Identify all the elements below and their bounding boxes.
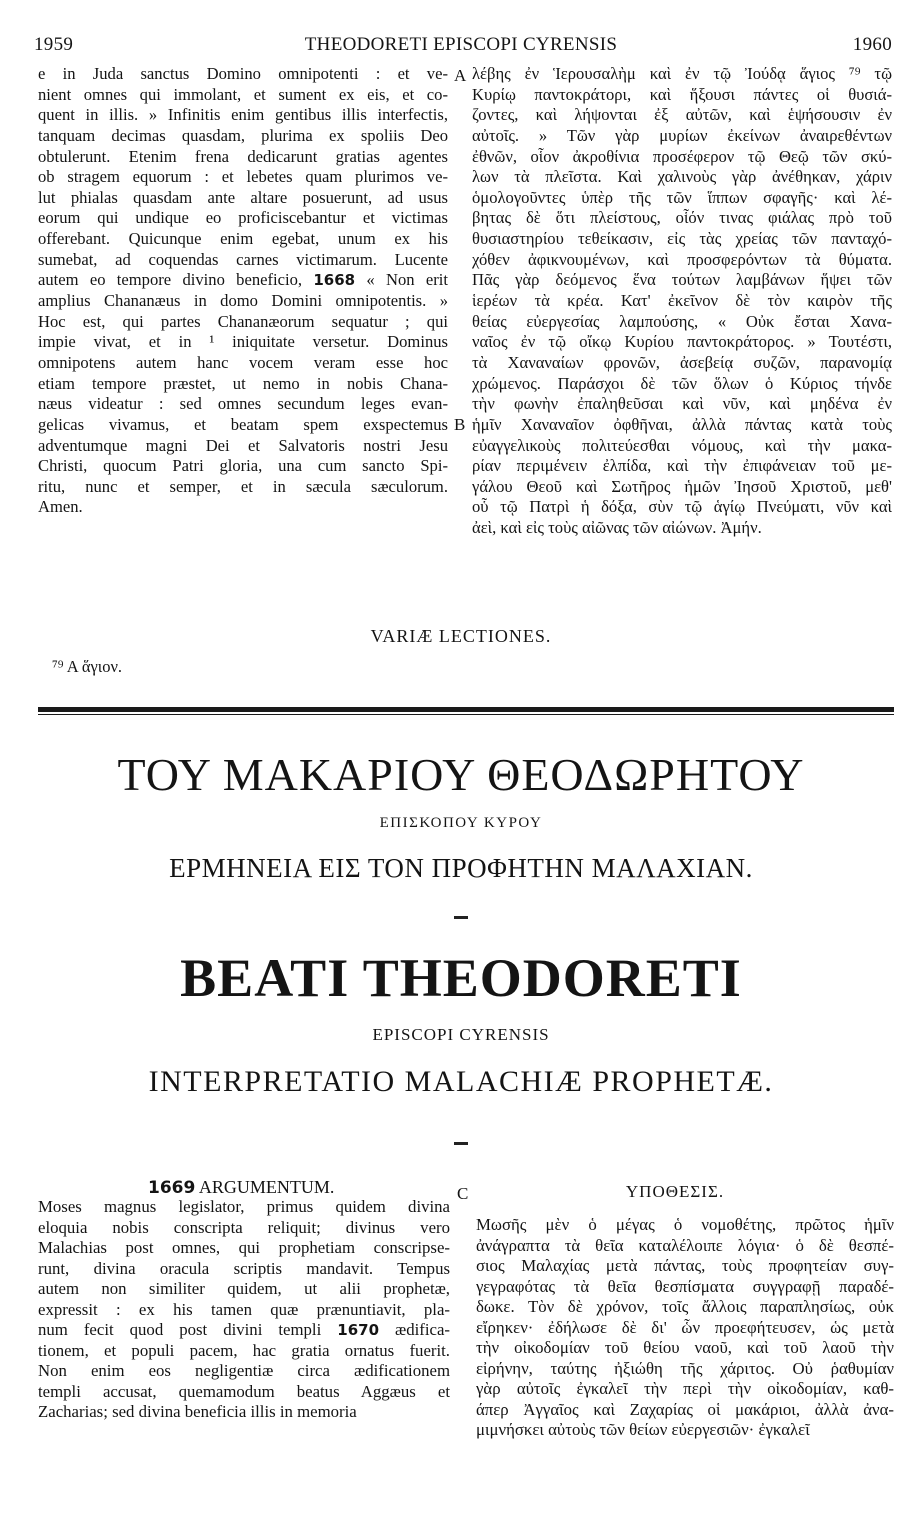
greek-text-line: θυσιαστηρίου τεθείκασιν, εἰς τὰς χρείας τῶν πανταχό- [472, 229, 892, 249]
greek-main-title: ΤΟΥ ΜΑΚΑΡΙΟΥ ΘΕΟΔΩΡΗΤΟΥ [117, 749, 805, 800]
latin-text-line: ritu, nunc et semper, et in sæcula sæculorum. [38, 476, 448, 496]
greek-text-line: ἡμῖν Χαναναῖον ὀφθῆναι, ἀλλὰ πάντας κατὰ τοὺς [472, 414, 892, 434]
greek-text-line: χόθεν ἀφικνουμένων, καὶ προσφερόντων τὰ θύματα. [472, 249, 892, 269]
greek-text-line: ρίαν περιμένειν ἐλπίδα, καὶ τὴν ἐπιφάνειαν τοῦ με- [472, 456, 892, 476]
greek-text-line: χρώμενος. Παράσχοι δὲ τῶν ὅλων ὁ Κύριος τήνδε [472, 373, 892, 393]
column-number: 1668 [313, 271, 356, 290]
greek-text-line: ἀεὶ, καὶ εἰς τοὺς αἰῶνας τῶν αἰώνων. Ἀμήν. [472, 518, 762, 538]
column-number: 1669 [148, 1178, 196, 1198]
margin-marker-c: C [457, 1184, 469, 1203]
latin-main-title: BEATI THEODORETI [180, 948, 742, 1008]
latin-text-line: offerebant. Quicunque enim egebat, unum ex his [38, 229, 448, 249]
greek-text-line: βητας δὲ ὅτι πλείστους, οἷόν τινας φιάλας πρὸ τοῦ [472, 208, 892, 228]
latin-text-line: impie vivat, et in ¹ iniquitate versetur. Dominus [38, 332, 448, 352]
greek-text-line: λων τὰ πλεῖστα. Καὶ χαλινοὺς γὰρ ἀνέθηκαν, χάριν [472, 167, 892, 187]
section-rule-thick [38, 707, 894, 712]
page-number-right: 1960 [852, 34, 892, 55]
latin-text-line: Amen. [38, 497, 83, 517]
greek-text-line: εἴρηκεν· ἐδήλωσε δὲ δι' ὧν προεφήτευσεν, ὡς μετὰ [476, 1317, 894, 1337]
top-greek-column [472, 64, 892, 539]
greek-text-line: ναῖος ἐν τῷ οἴκῳ Κυρίου παντοκράτορος. » Τουτέστι, [472, 332, 892, 352]
greek-text-line: ἀνάγραπτα τὰ θεῖα καταλέλοιπε λόγια· ὁ δὲ θεσπέ- [476, 1235, 894, 1255]
latin-text-line: Hoc est, qui partes Chananæorum sequatur ; qui [38, 311, 448, 331]
latin-subtitle-bishop: EPISCOPI CYRENSIS [372, 1025, 550, 1044]
greek-subtitle-bishop: ΕΠΙΣΚΟΠΟΥ ΚΥΡΟΥ [379, 815, 543, 831]
greek-text-line: μιμνήσκει αὐτοὺς τῶν θείων εὐεργεσιῶν· ἐγκαλεῖ [476, 1420, 810, 1440]
latin-text-line: gelicas vivamus, et beatam spem exspectemus [38, 414, 448, 434]
greek-text-line: γεγραφότας τὰ θεῖα θεσπίσματα συγγραφῇ παραδέ- [476, 1276, 894, 1296]
greek-text-line: τὴν οἰκοδομίαν τοῦ θείου ναοῦ, καὶ τοῦ λαοῦ τὴν [476, 1338, 894, 1358]
latin-text-line: eorum qui undique eo proficiscebantur et victimas [38, 208, 448, 228]
greek-argument-heading: ΥΠΟΘΕΣΙΣ. [625, 1182, 725, 1201]
greek-text-line: οὗ τῷ Πατρὶ ἡ δόξα, σὺν τῷ ἁγίῳ Πνεύματι, νῦν καὶ [472, 497, 892, 517]
greek-text-line: ἱερέων τὰ κρέα. Κατ' ἐκεῖνον δὲ τὸν καιρὸν τῆς [472, 291, 892, 311]
latin-text-line: eloquia nobis conscripta reliquit; divinus vero [38, 1217, 450, 1237]
greek-text-line: Μωσῆς μὲν ὁ μέγας ὁ νομοθέτης, πρῶτος ἡμῖν [476, 1215, 894, 1234]
latin-text-line: e in Juda sanctus Domino omnipotenti : et ve- [38, 64, 448, 83]
latin-text-line: adventumque magni Dei et Salvatoris nostri Jesu [38, 435, 448, 455]
latin-text-line: sumebat, ad coquendas carnes victimarum. Lucente [38, 249, 448, 269]
greek-subtitle-interpretation: ΕΡΜΗΝΕΙΑ ΕΙΣ ΤΟΝ ΠΡΟΦΗΤΗΝ ΜΑΛΑΧΙΑΝ. [169, 853, 753, 883]
latin-text-line: expressit : ex his tamen quæ prænuntiavit, pla- [38, 1299, 450, 1319]
title-divider-dash [454, 1142, 468, 1145]
latin-text-line: nient omnes qui immolant, et sument ex eis, et co- [38, 84, 448, 104]
latin-text-line: Christi, quocum Patri gloria, una cum sancto Spi- [38, 456, 448, 476]
latin-text-line: tionem, et populi pacem, hac gratia ornatus fuerit. [38, 1340, 450, 1360]
greek-text-line: ἐθνῶν, οἷον ἀκροθίνια προσέφερον τῷ Θεῷ τῶν σκύ- [472, 146, 892, 166]
variant-note: ⁷⁹ A ἅγιον. [52, 657, 123, 676]
argument-label: ARGUMENTUM. [198, 1177, 335, 1197]
latin-text-line: Moses magnus legislator, primus quidem divina [38, 1197, 450, 1216]
latin-subtitle-interpretation: INTERPRETATIO MALACHIÆ PROPHETÆ. [148, 1065, 774, 1098]
margin-marker-b: B [454, 415, 466, 434]
greek-text-line: τὰ Χαναναίων φρονῶν, ἀσεβείᾳ συζῶν, παρανομίᾳ [472, 352, 892, 372]
greek-text-line: Κυρίῳ παντοκράτορι, καὶ ἥξουσι πάντες οἱ θυσιά- [472, 84, 892, 104]
latin-text-line: templi accusat, quemamodum beatus Aggæus et [38, 1381, 450, 1401]
title-divider-dash [454, 916, 468, 919]
greek-text-line: άπερ Ἀγγαῖος καὶ Ζαχαρίας οἱ μακάριοι, ἀλλὰ ἀνα- [476, 1399, 894, 1419]
greek-text-line: ὁμολογοῦντες ὑπὲρ τῆς τῶν ἵππων σφαγῆς· καὶ λέ- [472, 187, 892, 207]
greek-text-line: θείας εὐεργεσίας λαμπούσης, « Οὐκ ἔσται Χανα- [472, 311, 892, 331]
latin-text-line: obtulerunt. Etenim frena dedicarunt gratias agentes [38, 146, 448, 166]
column-number: 1670 [337, 1321, 380, 1340]
bottom-latin-column [38, 1197, 450, 1423]
latin-text-line: quent in illis. » Infinitis enim gentibus illis interfectis, [38, 105, 448, 125]
latin-text-line: ob stragem equorum : et lebetes quam plurimos ve- [38, 167, 448, 187]
running-title: THEODORETI EPISCOPI CYRENSIS [304, 34, 618, 55]
greek-text-line: λέβης ἐν Ἱερουσαλὴμ καὶ ἐν τῷ Ἰούδᾳ ἅγιος ⁷⁹ τῷ [472, 64, 892, 83]
greek-text-line: γὰρ αὐτοῖς ἐγκαλεῖ τὴν περὶ τὴν οἰκοδομίαν, καθ- [476, 1379, 894, 1399]
latin-text-line: næus videatur : sed omnes secundum leges evan- [38, 394, 448, 414]
page-number-left: 1959 [34, 34, 74, 55]
greek-text-line: Πᾶς γὰρ δεόμενος ἕνα τούτων λαμβάνων ἥψει τῶν [472, 270, 892, 290]
latin-text-line: Non enim eos negligentiæ circa ædificationem [38, 1361, 450, 1381]
greek-text-line: σιος Μαλαχίας μετὰ πάντας, τοὺς προφητείαν συγ- [476, 1256, 894, 1276]
latin-text-line: Zacharias; sed divina beneficia illis in memoria [38, 1402, 357, 1422]
margin-marker-a: A [454, 66, 467, 85]
latin-text-line: runt, divina oracula scriptis mandavit. Tempus [38, 1258, 450, 1278]
greek-text-line: γάλου Θεοῦ καὶ Σωτῆρος ἡμῶν Ἰησοῦ Χριστοῦ, μεθ' [472, 476, 892, 496]
bottom-greek-column [476, 1215, 894, 1441]
greek-text-line: δωκε. Τὸν δὲ χρόνον, τοῖς ἄλλοις παραπλησίως, οὐκ [476, 1297, 894, 1317]
latin-text-line: omnipotens autem hanc vocem veram esse hoc [38, 352, 448, 372]
latin-text-line: num fecit quod post divini templi 1670 ædifica- [38, 1320, 450, 1340]
variae-lectiones-title: VARIÆ LECTIONES. [370, 626, 552, 646]
latin-text-line: lut phialas quasdam ante altare posuerunt, ad usus [38, 187, 448, 207]
latin-text-line: amplius Chananæus in domo Domini omnipotentis. » [38, 291, 448, 311]
latin-text-line: Malachias post omnes, qui prophetiam conscripse- [38, 1238, 450, 1258]
latin-text-line: tanquam decimas quasdam, plurima ex spoliis Deo [38, 125, 448, 145]
latin-text-line: autem non similiter quidem, ut alii prophetæ, [38, 1279, 450, 1299]
greek-text-line: εἰρήνην, ταύτης ἠξιώθη τῆς χάριτος. Οὐ ῥαθυμίαν [476, 1358, 894, 1378]
section-rule-thin [38, 714, 894, 715]
top-latin-column [38, 64, 448, 518]
greek-text-line: εὐαγγελικοὺς πολιτεύεσθαι νόμους, καὶ τὴν μακα- [472, 435, 892, 455]
latin-text-line: autem eo tempore divino beneficio, 1668 « Non erit [38, 270, 448, 290]
greek-text-line: τὴν φωνὴν ἐπαληθεῦσαι καὶ νῦν, καὶ μηδένα ἐν [472, 394, 892, 414]
greek-text-line: αὐτοῖς. » Τῶν γὰρ μυρίων ἐκείνων ἀναιρεθέντων [472, 125, 892, 145]
greek-text-line: ζοντες, καὶ λήψονται ἐξ αὐτῶν, καὶ ἑψήσουσιν ἐν [472, 105, 892, 125]
latin-text-line: etiam tempore præstet, ut nemo in nobis Chana- [38, 373, 448, 393]
